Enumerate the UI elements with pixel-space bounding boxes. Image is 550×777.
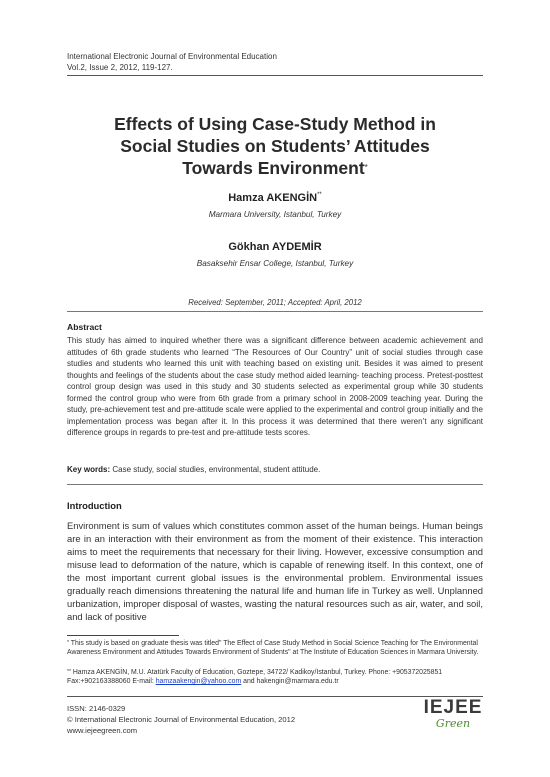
introduction-heading: Introduction	[67, 500, 122, 511]
footnote-2-text: Hamza AKENGİN, M.U. Atatürk Faculty of Education, Goztepe, 34722/ Kadikoy/Istanbul, Turkey. Phone: +905372025851 Fax:+902163388060 E-mail:	[67, 669, 443, 686]
title-line-3-text: Towards Environment	[182, 158, 365, 178]
author-2-name: Gökhan AYDEMİR	[228, 241, 322, 253]
keywords-label: Key words:	[67, 465, 111, 474]
author-email-link[interactable]: hamzaakengin@yahoo.com	[155, 678, 242, 686]
footer-info	[67, 703, 367, 736]
journal-header	[67, 51, 487, 73]
abstract-text: This study has aimed to inquired whether there was a significant difference between academic achievement and attitudes of 6th grade students who learned “The Resources of Our Country” unit of social studies through case studies and students who learned this unit with teaching based on existing unit. Besides it was aimed to present thoughts and feelings of the students about the case study method aided learning- teaching process. Pretest-posttest control group design was used in this study and 30 students selected as experimental group while 30 students formed the control group who were from 6th grade from a primary school in 2008-2009 teaching year. During the study, pre-achievement test and pre-attitude scale were applied to the experimental and control group initially and the implementation process was began after it. In this process it was determined that there weren’t any significant difference groups in regards to pre-test and pre-attitude tests scores.	[67, 336, 483, 437]
journal-volume: Vol.2, Issue 2, 2012, 119-127.	[67, 63, 173, 72]
title-line-3	[67, 157, 483, 179]
issn: ISSN: 2146-0329	[67, 704, 126, 713]
author-1	[67, 192, 483, 204]
keywords	[67, 465, 483, 474]
footnote-1	[67, 639, 483, 658]
introduction-text: Environment is sum of values which constitutes common asset of the human beings. Human beings are in an interaction with their environment as from the moment of their existence. This interaction aims to meet the requirements that necessary for their living. However, excessive consumption and misuse lead to deformation of the nature, which is capable of renewing itself. In this context, one of the most important current global issues is the environmental problem. Environmental issues gradually reach dimensions threatening the natural life and human life in Turkey as well. Unplanned urbanization, improper disposal of wastes, wasting the natural resources such as air, water, and soil, and lack of positive	[67, 520, 483, 622]
footnote-2-mark: **	[67, 669, 71, 675]
title-line-2: Social Studies on Students’ Attitudes	[120, 136, 430, 156]
footnote-2-email-2: and hakengin@marmara.edu.tr	[241, 678, 339, 686]
title-footnote-mark: *	[364, 163, 368, 172]
abstract-top-divider	[67, 311, 483, 312]
logo-main-text: IEJEE	[423, 697, 483, 718]
received-accepted-dates: Received: September, 2011; Accepted: April, 2012	[188, 298, 362, 307]
author-1-mark: **	[317, 192, 322, 198]
footnote-1-text: This study is based on graduate thesis was titled" The Effect of Case Study Method in Social Science Teaching for The Environmental Awareness Environment and Attitudes Towards Environment of Students" at The Institute of Education Sciences in Marmara University.	[67, 640, 479, 657]
author-2-affiliation: Basaksehir Ensar College, Istanbul, Turkey	[196, 259, 354, 268]
footnote-divider	[67, 635, 179, 636]
author-1-affiliation: Marmara University, Istanbul, Turkey	[208, 210, 342, 219]
footnote-1-mark: *	[67, 640, 69, 646]
article-title	[67, 113, 483, 179]
keywords-text: Case study, social studies, environmental, student attitude.	[110, 465, 321, 474]
header-divider	[67, 75, 483, 76]
iejee-logo	[420, 697, 486, 733]
abstract-bottom-divider	[67, 484, 483, 485]
author-2	[67, 241, 483, 253]
journal-name: International Electronic Journal of Environmental Education	[67, 52, 277, 61]
footnote-2	[67, 668, 483, 687]
website-link[interactable]: www.iejeegreen.com	[67, 726, 138, 735]
title-line-1: Effects of Using Case-Study Method in	[114, 114, 436, 134]
logo-sub-text: Green	[435, 717, 471, 730]
abstract-heading: Abstract	[67, 322, 102, 332]
author-1-name: Hamza AKENGİN	[228, 192, 318, 204]
copyright: © International Electronic Journal of Environmental Education, 2012	[67, 715, 296, 724]
